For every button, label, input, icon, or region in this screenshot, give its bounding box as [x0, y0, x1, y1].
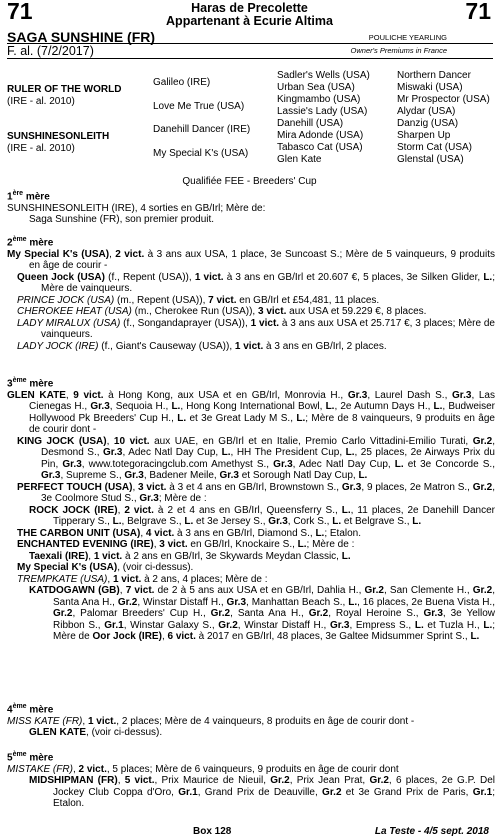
horse-name: SAGA SUNSHINE (FR): [7, 29, 156, 45]
pedigree-gen2: My Special K's (USA): [153, 148, 249, 159]
family-paragraph: Saga Sunshine (FR), son premier produit.: [29, 214, 215, 226]
fifth-dam-section: [7, 749, 495, 810]
pedigree-gen4: Northern Dancer: [397, 70, 471, 81]
family-paragraph: PERFECT TOUCH (USA), 3 vict. à 3 et 4 ans en GB/Irl, Brownstown S., Gr.3, 9 places, 2e Matron S., Gr.2, 3e Coolmore Stud S., Gr.3; Mère de :: [17, 481, 495, 505]
family-paragraph: PRINCE JOCK (USA) (m., Repent (USA)), 7 vict. en GB/Irl et £54,481, 11 places.: [17, 294, 380, 306]
family-paragraph: KATDOGAWN (GB), 7 vict. de 2 à 5 ans aux USA et en GB/Irl, Dahlia H., Gr.2, San Clemente H., Gr.2, Santa Ana H., Gr.2, Winstar Distaff H., Gr.3, Manhattan Beach S., L., 16 places, 2e Buena Vista H., Gr.2, Palomar Breeders' Cup H., Gr.2, Santa Ana H., Gr.2, Royal Heroine S., Gr.3, 3e Yellow Ribbon S., Gr.1, Winstar Galaxy S., Gr.2, Winstar Distaff H., Gr.3, Empress S., L. et Tuzla H., L.; Mère de Oor Jock (IRE), 6 vict. à 2017 en GB/Irl, 48 places, 3e Galtee Midsummer Sprint S., L.: [29, 585, 496, 643]
family-paragraph: ENCHANTED EVENING (IRE), 3 vict. en GB/Irl, Knockaire S., L.; Mère de :: [17, 539, 355, 551]
family-paragraph: GLEN KATE, (voir ci-dessus).: [29, 727, 163, 739]
horse-details: F. al. (7/2/2017): [7, 44, 94, 58]
family-paragraph: LADY JOCK (IRE) (f., Giant's Causeway (USA)), 1 vict. à 3 ans en GB/Irl, 2 places.: [17, 340, 387, 352]
pedigree-gen2: Galileo (IRE): [153, 77, 211, 88]
pedigree-gen3: Urban Sea (USA): [277, 82, 355, 93]
family-paragraph: LADY MIRALUX (USA) (f., Songandaprayer (USA)), 1 vict. à 3 ans aux USA et 25.717 €, 3 places; Mère de vainqueurs.: [17, 317, 495, 341]
family-paragraph: My Special K's (USA), 2 vict. à 3 ans aux USA, 1 place, 3e Suncoast S.; Mère de 5 vainqueurs, 9 produits en âge de courir -: [7, 248, 495, 272]
family-paragraph: Queen Jock (USA) (f., Repent (USA)), 1 vict. à 3 ans en GB/Irl et 20.607 €, 5 places, 3e Silken Glider, L.; Mère de vainqueurs.: [17, 271, 495, 295]
pedigree-gen4: Alydar (USA): [397, 106, 456, 117]
lot-number-left: 71: [7, 0, 33, 24]
second-dam-heading: 2ème mère: [7, 236, 54, 249]
sale-info: La Teste - 4/5 sept. 2018: [374, 826, 489, 837]
premium-label: Owner's Premiums in France: [350, 46, 447, 55]
fourth-dam-section: [7, 701, 495, 739]
pedigree-gen2: Danehill Dancer (IRE): [153, 124, 251, 135]
pedigree-gen3: Sadler's Wells (USA): [277, 70, 370, 81]
pedigree-gen4: Danzig (USA): [397, 118, 459, 129]
family-paragraph: GLEN KATE, 9 vict. à Hong Kong, aux USA et en GB/Irl, Monrovia H., Gr.3, Laurel Dash S., Gr.3, Las Cienegas H., Gr.3, Sequoia H., L., Hong Kong International Bowl, L., 2e Autumn Days H., L., Budweiser Hollywood Pk Breeders' Cup H., L. et 3e Great Lady M S., L.; Mère de 8 vainqueurs, 9 produits en âge de courir dont -: [7, 389, 496, 436]
pedigree-gen3: Glen Kate: [277, 154, 322, 165]
family-paragraph: Taexali (IRE), 1 vict. à 2 ans en GB/Irl, 3e Skywards Meydan Classic, L.: [29, 550, 351, 562]
pedigree-gen4: Glenstal (USA): [397, 154, 464, 165]
pedigree-gen4: Storm Cat (USA): [397, 142, 473, 153]
header-rule-bottom: [7, 58, 493, 59]
family-paragraph: MISTAKE (FR), 2 vict., 5 places; Mère de 6 vainqueurs, 9 produits en âge de courir dont: [7, 763, 399, 775]
second-dam-section: [7, 234, 495, 352]
pedigree-gen3: Kingmambo (USA): [277, 94, 361, 105]
box-number: Box 128: [193, 826, 232, 837]
family-paragraph: SUNSHINESONLEITH (IRE), 4 sorties en GB/Irl; Mère de:: [7, 202, 266, 214]
pedigree-gen3: Lassie's Lady (USA): [277, 106, 368, 117]
fourth-dam-heading: 4ème mère: [7, 703, 54, 716]
pedigree-gen3: Mira Adonde (USA): [277, 130, 364, 141]
family-paragraph: ROCK JOCK (IRE), 2 vict. à 2 et 4 ans en GB/Irl, Queensferry S., L., 11 places, 2e Danehill Dancer Tipperary S., L., Belgrave S., L. et 3e Jersey S., Gr.3, Cork S., L. et Belgrave S., L.: [29, 504, 495, 528]
stud-name: Haras de Precolette: [191, 1, 308, 15]
pedigree-dam: SUNSHINESONLEITH: [7, 131, 110, 142]
first-dam-section: [7, 188, 495, 226]
fifth-dam-heading: 5ème mère: [7, 751, 54, 764]
pedigree-gen4: Miswaki (USA): [397, 82, 463, 93]
family-paragraph: MISS KATE (FR), 1 vict., 2 places; Mère de 4 vainqueurs, 8 produits en âge de courir dont -: [7, 715, 415, 727]
pedigree-gen2: Love Me True (USA): [153, 101, 245, 112]
family-paragraph: THE CARBON UNIT (USA), 4 vict. à 3 ans en GB/Irl, Diamond S., L.; Etalon.: [17, 527, 362, 539]
owner-line: Appartenant à Ecurie Altima: [166, 14, 333, 28]
pedigree-sire: RULER OF THE WORLD: [7, 84, 122, 95]
family-paragraph: CHEROKEE HEAT (USA) (m., Cherokee Run (USA)), 3 vict. aux USA et 59.229 €, 8 places.: [17, 306, 427, 318]
third-dam-section: [7, 375, 495, 643]
family-paragraph: My Special K's (USA), (voir ci-dessus).: [17, 562, 194, 574]
pedigree-gen3: Danehill (USA): [277, 118, 344, 129]
pedigree-gen4: Mr Prospector (USA): [397, 94, 490, 105]
pedigree-sire-info: (IRE - al. 2010): [7, 96, 75, 107]
header-rule-top: [7, 43, 493, 44]
first-dam-heading: 1ère mère: [7, 190, 50, 203]
category-label: POULICHE YEARLING: [368, 33, 447, 42]
consignor-header: [0, 2, 499, 28]
lot-number-right: 71: [465, 0, 491, 24]
qualification-line: Qualifiée FEE - Breeders' Cup: [182, 176, 317, 187]
pedigree-dam-info: (IRE - al. 2010): [7, 143, 75, 154]
pedigree-gen4: Sharpen Up: [397, 130, 451, 141]
pedigree-gen3: Tabasco Cat (USA): [277, 142, 363, 153]
family-paragraph: TREMPKATE (USA), 1 vict. à 2 ans, 4 places; Mère de :: [17, 573, 268, 585]
family-paragraph: KING JOCK (USA), 10 vict. aux UAE, en GB/Irl et en Italie, Premio Carlo Vittadini-Emilio Turati, Gr.2, Desmond S., Gr.3, Adec Natl Day Cup, L., HH The President Cup, L., 25 places, 2e Airways Prix du Pin, Gr.3, www.totegoracingclub.com Amethyst S., Gr.3, Adec Natl Day Cup, L. et 3e Concorde S., Gr.3, Supreme S., Gr.3, Badener Meile, Gr.3 et Sorough Natl Day Cup, L.: [17, 435, 495, 482]
third-dam-heading: 3ème mère: [7, 377, 54, 390]
family-paragraph: MIDSHIPMAN (FR), 5 vict., Prix Maurice de Nieuil, Gr.2, Prix Jean Prat, Gr.2, 6 places, 2e G.P. Del Jockey Club Coppa d'Oro, Gr.1, Grand Prix de Deauville, Gr.2 et 3e Grand Prix de Paris, Gr.1; Etalon.: [29, 775, 495, 810]
